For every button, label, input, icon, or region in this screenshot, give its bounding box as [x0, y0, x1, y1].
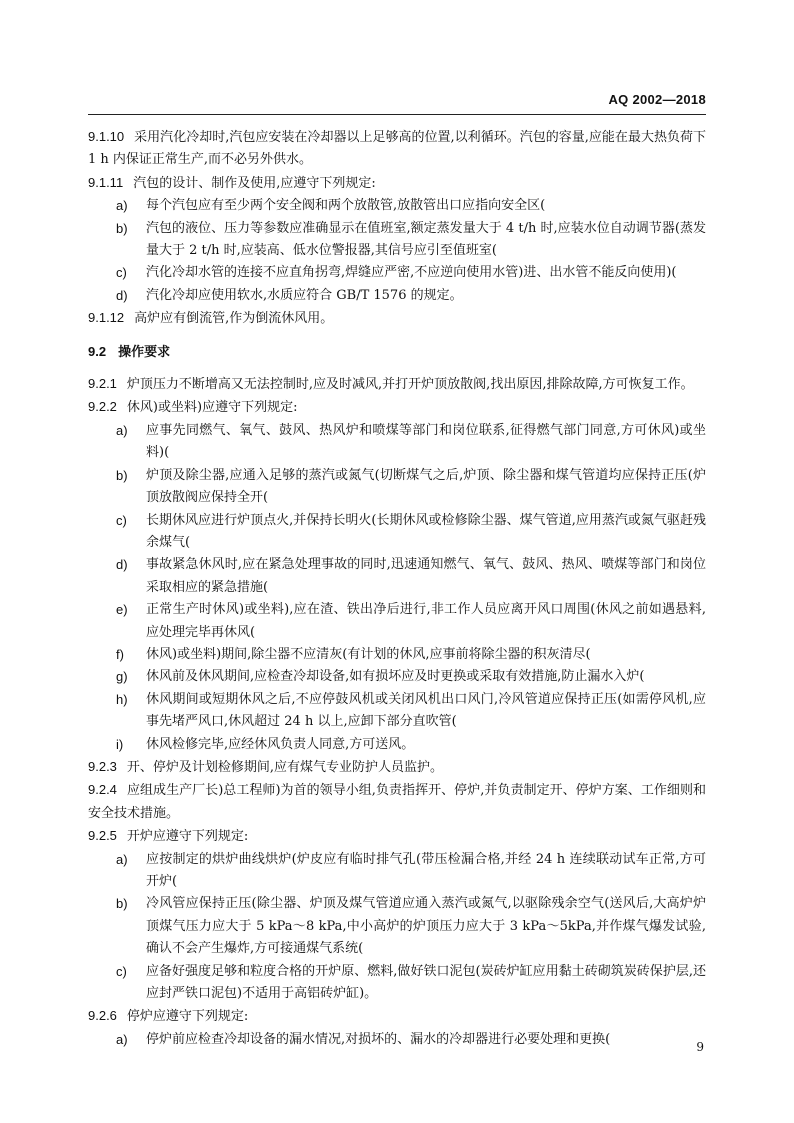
list-item-text: 炉顶及除尘器,应通入足够的蒸汽或氮气(切断煤气之后,炉顶、除尘器和煤气管道均应保持正压(炉顶放散阀应保持全开( — [146, 467, 706, 506]
list-item — [88, 218, 706, 263]
list-item — [88, 734, 706, 756]
list-item — [88, 961, 706, 1006]
list-item-text: 应按制定的烘炉曲线烘炉(炉皮应有临时排气孔(带压检漏合格,并经 24 h 连续联动试车正常,方可开炉( — [146, 851, 706, 889]
list-item-text: 休风)或坐料)期间,除尘器不应清灰(有计划的休风,应事前将除尘器的积灰清尽( — [146, 646, 591, 662]
clause-text: 采用汽化冷却时,汽包应安装在冷却器以上足够高的位置,以利循环。汽包的容量,应能在最大热负荷下 1 h 内保证正常生产,而不必另外供水。 — [88, 130, 706, 168]
clause-9-2-3 — [88, 756, 706, 779]
list-marker: a) — [116, 422, 128, 438]
clause-number: 9.2.2 — [88, 399, 117, 415]
clause-number: 9.2.3 — [88, 758, 117, 774]
clause-9-2-2 — [88, 396, 706, 419]
list-marker: b) — [116, 220, 128, 236]
section-title: 操作要求 — [118, 343, 171, 359]
clause-text: 汽包的设计、制作及使用,应遵守下列规定: — [133, 175, 376, 191]
list-item-text: 冷风管应保持正压(除尘器、炉顶及煤气管道应通入蒸汽或氮气,以驱除残余空气(送风后,大高炉炉顶煤气压力应大于 5 kPa～8 kPa,中小高炉的炉顶压力应大于 3 kPa～5kPa,并作煤气爆发试验,确认不会产生爆炸,方可接通煤气系统( — [146, 896, 706, 957]
page-number: 9 — [696, 1040, 704, 1054]
list-marker: c) — [116, 512, 127, 528]
list-item — [88, 644, 706, 666]
clause-9-2-6 — [88, 1005, 706, 1028]
clause-number: 9.2.5 — [88, 828, 117, 844]
list-item — [88, 465, 706, 510]
list-item-text: 休风期间或短期休风之后,不应停鼓风机或关闭风机出口风门,冷风管道应保持正压(如需停风机,应事先堵严风口,休风超过 24 h 以上,应卸下部分直吹管( — [146, 691, 706, 730]
list-item-text: 休风前及休风期间,应检查冷却设备,如有损坏应及时更换或采取有效措施,防止漏水入炉( — [146, 669, 645, 685]
list-item — [88, 666, 706, 688]
list-item — [88, 420, 706, 465]
clause-text: 休风)或坐料)应遵守下列规定: — [126, 400, 298, 416]
list-marker: a) — [116, 198, 128, 214]
clause-number: 9.2.4 — [88, 782, 117, 798]
list-item — [88, 554, 706, 599]
list-item — [88, 1029, 706, 1051]
clause-number: 9.1.11 — [88, 174, 124, 190]
clause-9-1-11 — [88, 172, 706, 195]
list-item — [88, 599, 706, 644]
list-item — [88, 689, 706, 734]
clause-text: 炉顶压力不断增高又无法控制时,应及时减风,并打开炉顶放散阀,找出原因,排除故障,方可恢复工作。 — [126, 377, 694, 393]
list-marker: a) — [116, 1031, 128, 1047]
clause-number: 9.1.12 — [88, 310, 125, 326]
list-marker: i) — [116, 736, 124, 752]
clause-9-2-1 — [88, 373, 706, 396]
list-marker: b) — [116, 896, 128, 912]
list-item-text: 汽包的液位、压力等参数应准确显示在值班室,额定蒸发量大于 4 t/h 时,应装水位自动调节器(蒸发量大于 2 t/h 时,应装高、低水位警报器,其信号应引至值班室( — [146, 220, 706, 259]
clause-9-2-5 — [88, 825, 706, 848]
list-marker: e) — [116, 602, 128, 618]
clause-number: 9.2.1 — [88, 376, 117, 392]
section-heading — [88, 341, 706, 363]
list-marker: a) — [116, 851, 128, 867]
list-item-text: 汽化冷却水管的连接不应直角拐弯,焊缝应严密,不应逆向使用水管)进、出水管不能反向使用)( — [146, 265, 677, 281]
document-body — [88, 126, 706, 1051]
list-marker: f) — [116, 646, 124, 662]
clause-text: 开炉应遵守下列规定: — [126, 829, 249, 845]
clause-text: 开、停炉及计划检修期间,应有煤气专业防护人员监护。 — [126, 759, 444, 775]
list-item — [88, 285, 706, 307]
clause-9-1-12 — [88, 307, 706, 330]
list-item-text: 停炉前应检查冷却设备的漏水情况,对损坏的、漏水的冷却器进行必要处理和更换( — [146, 1031, 611, 1047]
list-item-text: 应事先同燃气、氧气、鼓风、热风炉和喷煤等部门和岗位联系,征得燃气部门同意,方可休风)或坐料)( — [146, 422, 706, 461]
list-item — [88, 262, 706, 284]
section-number: 9.2 — [88, 343, 107, 359]
list-item-text: 应备好强度足够和粒度合格的开炉原、燃料,做好铁口泥包(炭砖炉缸应用黏土砖砌筑炭砖保护层,还应封严铁口泥包)不适用于高铝砖炉缸)。 — [146, 963, 706, 1002]
list-item — [88, 510, 706, 555]
clause-9-1-10 — [88, 126, 706, 172]
clause-number: 9.1.10 — [88, 129, 125, 144]
list-item-text: 休风检修完毕,应经休风负责人同意,方可送风。 — [146, 736, 415, 752]
standard-code: AQ 2002—2018 — [608, 92, 706, 107]
clause-text: 停炉应遵守下列规定: — [126, 1009, 249, 1025]
list-item-text: 长期休风应进行炉顶点火,并保持长明火(长期休风或检修除尘器、煤气管道,应用蒸汽或氮气驱赶残余煤气( — [146, 512, 706, 550]
clause-text: 高炉应有倒流管,作为倒流休风用。 — [134, 311, 334, 327]
header-rule — [88, 114, 706, 115]
list-marker: b) — [116, 467, 128, 483]
list-item-text: 每个汽包应有至少两个安全阀和两个放散管,放散管出口应指向安全区( — [146, 198, 546, 214]
clause-number: 9.2.6 — [88, 1008, 117, 1024]
list-item-text: 事故紧急休风时,应在紧急处理事故的同时,迅速通知燃气、氧气、鼓风、热风、喷煤等部门和岗位采取相应的紧急措施( — [146, 557, 706, 595]
clause-9-2-4 — [88, 779, 706, 825]
list-marker: c) — [116, 265, 127, 281]
list-marker: c) — [116, 963, 127, 979]
list-marker: d) — [116, 557, 128, 573]
list-item-text: 正常生产时休风)或坐料),应在渣、铁出净后进行,非工作人员应离开风口周围(休风之前如遇悬料,应处理完毕再休风( — [146, 602, 706, 640]
list-item — [88, 849, 706, 894]
list-item — [88, 195, 706, 217]
list-marker: h) — [116, 691, 128, 707]
list-marker: g) — [116, 669, 128, 685]
list-item — [88, 893, 706, 960]
list-marker: d) — [116, 287, 128, 303]
list-item-text: 汽化冷却应使用软水,水质应符合 GB/T 1576 的规定。 — [146, 287, 463, 303]
clause-text: 应组成生产厂长)总工程师)为首的领导小组,负责指挥开、停炉,并负责制定开、停炉方案、工作细则和安全技术措施。 — [88, 783, 706, 821]
